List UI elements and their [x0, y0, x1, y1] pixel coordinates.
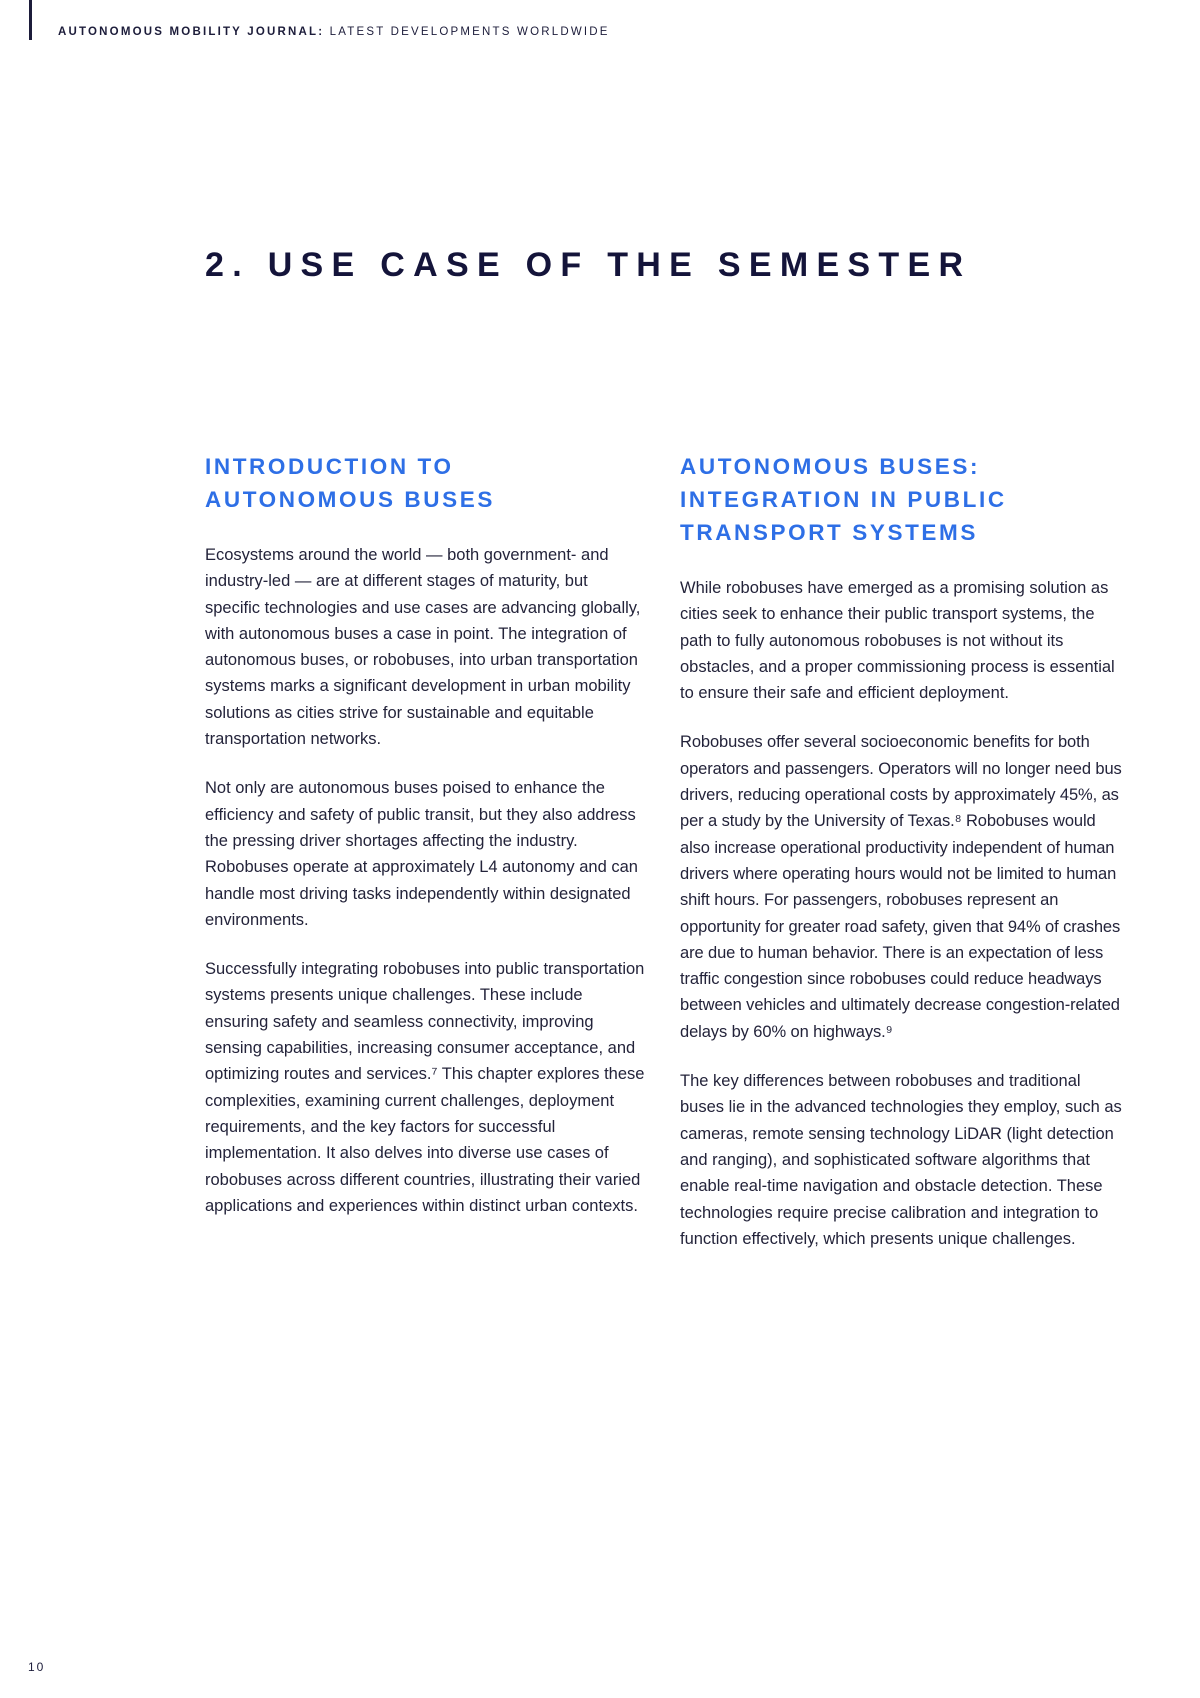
- section-heading-integration: [680, 450, 1125, 549]
- paragraph: While robobuses have emerged as a promising solution as cities seek to enhance their public transport systems, the path to fully autonomous robobuses is not without its obstacles, and a proper commissioning process is essential to ensure their safe and efficient deployment.: [680, 579, 1115, 703]
- paragraph: Ecosystems around the world — both government- and industry-led — are at different stages of maturity, but specific technologies and use cases are advancing globally, with autonomous buses a case in point. The integration of autonomous buses, or robobuses, into urban transportation systems marks a significant development in urban mobility solutions as cities strive for sustainable and equitable transportation networks.: [205, 546, 641, 749]
- paragraph: Robobuses offer several socioeconomic benefits for both operators and passengers. Operators will no longer need bus drivers, reducing operational costs by approximately 45%, as per a study by the University of Texas.⁸ Robobuses would also increase operational productivity independent of human drivers where operating hours would not be limited to human shift hours. For passengers, robobuses represent an opportunity for greater road safety, given that 94% of crashes are due to human behavior. There is an expectation of less traffic congestion since robobuses could reduce headways between vehicles and ultimately decrease congestion-related delays by 60% on highways.⁹: [680, 733, 1122, 1041]
- right-column: [680, 450, 1125, 1275]
- heading-line: INTEGRATION IN PUBLIC: [680, 487, 1007, 512]
- page-number: 10: [28, 1660, 46, 1674]
- paragraph: Not only are autonomous buses poised to enhance the efficiency and safety of public transit, but they also address the pressing driver shortages affecting the industry. Robobuses operate at approximately L4 autonomy and can handle most driving tasks independently within designated environments.: [205, 779, 638, 929]
- journal-name: AUTONOMOUS MOBILITY JOURNAL:: [58, 26, 325, 38]
- heading-line: INTRODUCTION TO: [205, 454, 454, 479]
- heading-line: AUTONOMOUS BUSES:: [680, 454, 981, 479]
- running-header: [58, 26, 610, 38]
- journal-tagline: LATEST DEVELOPMENTS WORLDWIDE: [324, 26, 610, 38]
- heading-line: TRANSPORT SYSTEMS: [680, 520, 978, 545]
- left-column: [205, 450, 645, 1242]
- paragraph: The key differences between robobuses and traditional buses lie in the advanced technologies they employ, such as cameras, remote sensing technology LiDAR (light detection and ranging), and sophisticated software algorithms that enable real-time navigation and obstacle detection. These technologies require precise calibration and integration to function effectively, which presents unique challenges.: [680, 1072, 1122, 1248]
- heading-line: AUTONOMOUS BUSES: [205, 487, 495, 512]
- paragraph: Successfully integrating robobuses into public transportation systems presents unique challenges. These include ensuring safety and seamless connectivity, improving sensing capabilities, increasing consumer acceptance, and optimizing routes and services.⁷ This chapter explores these complexities, examining current challenges, deployment requirements, and the key factors for successful implementation. It also delves into diverse use cases of robobuses across different countries, illustrating their varied applications and experiences within distinct urban contexts.: [205, 960, 645, 1215]
- section-heading-introduction: [205, 450, 645, 516]
- header-rule: [29, 0, 32, 40]
- chapter-title: 2. USE CASE OF THE SEMESTER: [205, 246, 972, 284]
